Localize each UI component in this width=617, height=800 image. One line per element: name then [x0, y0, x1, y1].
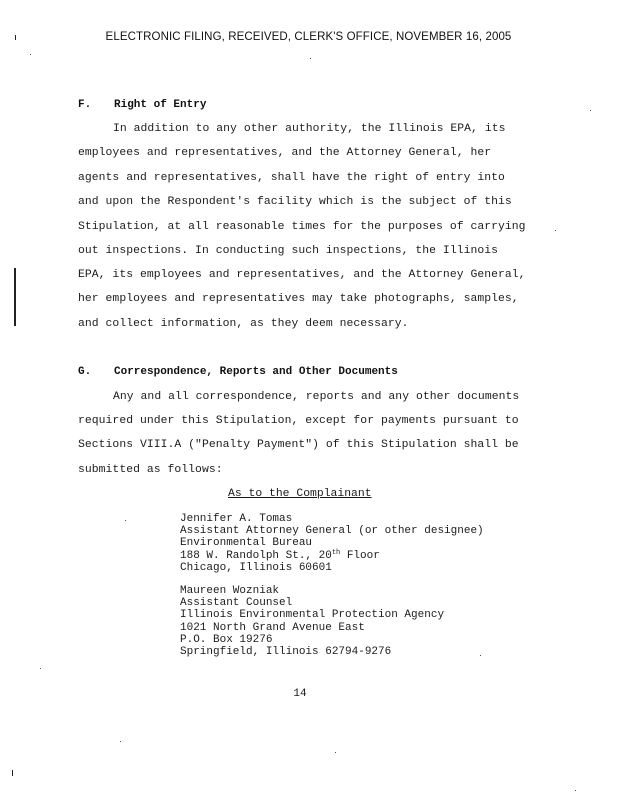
section-g-heading [78, 366, 398, 378]
scan-speck [480, 655, 481, 656]
address-1-street: 188 W. Randolph St., 20 [180, 549, 332, 562]
address-2-name: Maureen Wozniak [180, 585, 280, 597]
address-1-city: Chicago, Illinois 60601 [180, 561, 332, 574]
section-g-line-3: Sections VIII.A ("Penalty Payment") of this Stipulation shall be [78, 439, 519, 451]
section-g-line-1: Any and all correspondence, reports and any other documents [113, 391, 520, 403]
section-f-line-7: EPA, its employees and representatives, and the Attorney General, [78, 269, 526, 281]
scan-speck [590, 110, 591, 111]
address-block-attorney-general [180, 513, 484, 574]
scan-speck [555, 230, 556, 231]
scan-speck [125, 520, 126, 521]
section-f-line-2: employees and representatives, and the Attorney General, her [78, 147, 492, 159]
section-g-number: G. [78, 366, 92, 378]
address-1-name: Jennifer A. Tomas [180, 513, 293, 525]
section-f-line-1: In addition to any other authority, the Illinois EPA, its [113, 123, 506, 135]
section-f-line-6: out inspections. In conducting such inspections, the Illinois [78, 245, 499, 257]
scan-speck [335, 752, 336, 753]
scan-speck [30, 54, 31, 55]
address-1-title: Assistant Attorney General (or other designee) [180, 525, 484, 538]
address-2-title: Assistant Counsel [180, 597, 293, 610]
section-g-line-4: submitted as follows: [78, 464, 223, 476]
address-1-bureau: Environmental Bureau [180, 537, 313, 550]
scan-mark-bottom [12, 770, 13, 776]
address-1-street-sup: th [331, 548, 341, 557]
section-f-heading [78, 99, 206, 111]
filing-stamp: ELECTRONIC FILING, RECEIVED, CLERK'S OFFICE, NOVEMBER 16, 2005 [105, 31, 512, 43]
section-g-title: Correspondence, Reports and Other Documents [114, 366, 398, 378]
section-f-title: Right of Entry [114, 99, 207, 111]
section-f-line-5: Stipulation, at all reasonable times for the purposes of carrying [78, 221, 526, 233]
page-number: 14 [293, 688, 307, 700]
address-2-city: Springfield, Illinois 62794-9276 [180, 645, 392, 658]
scan-speck [40, 668, 41, 669]
address-2-agency: Illinois Environmental Protection Agency [180, 609, 445, 622]
scan-speck [310, 58, 311, 59]
address-2-street: 1021 North Grand Avenue East [180, 621, 365, 634]
section-f-number: F. [78, 99, 92, 111]
section-f-line-3: agents and representatives, shall have the right of entry into [78, 172, 505, 184]
section-f-line-9: and collect information, as they deem necessary. [78, 318, 409, 330]
scan-speck [120, 741, 121, 742]
scan-speck [575, 790, 576, 791]
address-1-street-line [180, 550, 484, 562]
section-f-line-4: and upon the Respondent's facility which is the subject of this [78, 196, 512, 208]
address-2-box: P.O. Box 19276 [180, 633, 273, 646]
section-g-line-2: required under this Stipulation, except for payments pursuant to [78, 415, 519, 427]
scan-margin-bar [14, 268, 16, 326]
address-block-illinois-epa [180, 585, 444, 658]
scan-mark-top [15, 35, 16, 40]
address-1-street-suffix: Floor [340, 549, 380, 562]
complainant-heading: As to the Complainant [228, 488, 372, 500]
section-f-line-8: her employees and representatives may take photographs, samples, [78, 293, 519, 305]
